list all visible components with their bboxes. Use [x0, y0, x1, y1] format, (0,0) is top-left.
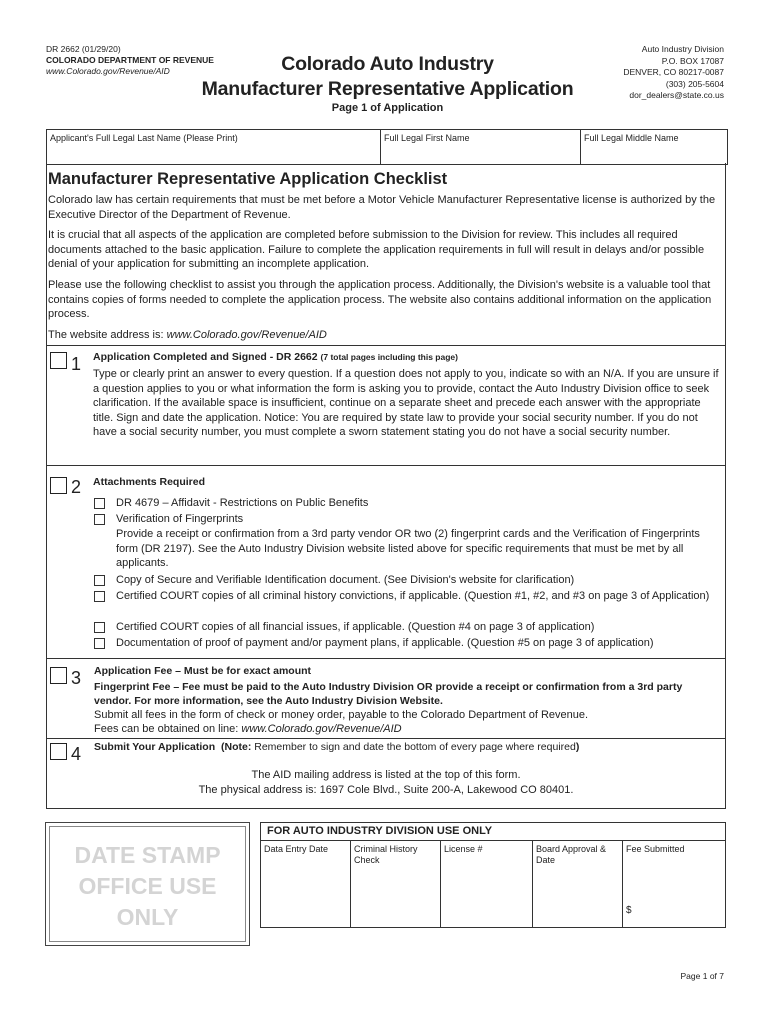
item-3-heading: Application Fee – Must be for exact amount [94, 665, 312, 677]
item-3-number: 3 [71, 668, 82, 688]
division-address: Auto Industry Division P.O. BOX 17087 DENVER, CO 80217-0087 (303) 205-5604 dor_dealers@state.co.us [623, 44, 724, 100]
criminal-history-field[interactable]: Criminal History Check [351, 841, 441, 927]
department-name: COLORADO DEPARTMENT OF REVENUE [46, 55, 214, 65]
divider [46, 738, 726, 739]
page-title: Colorado Auto Industry Manufacturer Representative Application [201, 53, 574, 100]
attachment-checkbox[interactable] [94, 638, 105, 649]
item-3-checkbox[interactable] [50, 667, 67, 684]
item-1-checkbox[interactable] [50, 352, 67, 369]
attachment-checkbox[interactable] [94, 498, 105, 509]
form-header-left [46, 44, 214, 77]
checklist-intro-2: It is crucial that all aspects of the application are completed before submission to the Division for review. This includes all required documents attached to the basic application. Failure to complete the application requirements in full will result in delays and/or possible denial of your application for submitting an incomplete application. [48, 229, 705, 271]
attachment-description: Provide a receipt or confirmation from a 3rd party vendor OR two (2) fingerprint cards and the Verification of Fingerprints form (DR 2197). See the Auto Industry Division website listed above for specific requirements that must be met by all applicants. [116, 528, 700, 570]
website-line: The website address is: www.Colorado.gov/Revenue/AID [48, 329, 327, 341]
divider [46, 465, 726, 466]
attachment-label: Certified COURT copies of all criminal history convictions, if applicable. (Question #1, #2, and #3 on page 3 of Application) [116, 590, 710, 602]
attachment-checkbox[interactable] [94, 591, 105, 602]
item-3-fingerprint-fee: Fingerprint Fee – Fee must be paid to the Auto Industry Division OR provide a receipt or confirmation from a 3rd party vendor. For more information, see the Auto Industry Division Website. [94, 681, 683, 707]
form-id: DR 2662 (01/29/20) [46, 44, 121, 54]
last-name-field[interactable]: Applicant's Full Legal Last Name (Please Print) [47, 130, 381, 164]
data-entry-date-field[interactable]: Data Entry Date [261, 841, 351, 927]
item-1-number: 1 [71, 354, 82, 374]
checklist-title: Manufacturer Representative Application Checklist [48, 170, 448, 188]
applicant-name-row [46, 129, 728, 165]
checklist-intro-3: Please use the following checklist to assist you through the application process. Additionally, the Division's website is a valuable tool that contains copies of forms needed to complete the application process. The website also contains additional information on the application process. [48, 279, 712, 321]
checklist-intro-1: Colorado law has certain requirements that must be met before a Motor Vehicle Manufacturer Representative license is authorized by the Executive Director of the Department of Revenue. [48, 194, 716, 221]
website-link[interactable]: www.Colorado.gov/Revenue/AID [46, 66, 170, 76]
office-use-table [260, 822, 726, 928]
license-number-field[interactable]: License # [441, 841, 533, 927]
office-use-heading: FOR AUTO INDUSTRY DIVISION USE ONLY [267, 825, 493, 837]
item-4-number: 4 [71, 744, 82, 764]
attachment-checkbox[interactable] [94, 622, 105, 633]
attachment-label: Copy of Secure and Verifiable Identification document. (See Division's website for clarification) [116, 574, 575, 586]
physical-address: The physical address is: 1697 Cole Blvd., Suite 200-A, Lakewood CO 80401. [198, 784, 574, 796]
item-1-text: Type or clearly print an answer to every question. If a question does not apply to you, indicate so with an N/A. If you are unsure if a question applies to you or what information the form is asking you to provide, contact the Auto Industry Division office to seek clarification. If the available space is insufficient, continue on a separate sheet and precede each answer with the appropriate title. Sign and date the application. Notice: You are required by state law to provide your social security number. If you do not have a social security number, you must complete a sworn statement stating you do not have a social security number. [93, 368, 719, 439]
item-4-heading: Submit Your Application (Note: Remember to sign and date the bottom of every page where required) [94, 741, 580, 753]
item-2-checkbox[interactable] [50, 477, 67, 494]
email-link[interactable]: dor_dealers@state.co.us [629, 90, 724, 100]
page-number: Page 1 of 7 [680, 971, 724, 981]
attachment-checkbox[interactable] [94, 514, 105, 525]
middle-name-field[interactable]: Full Legal Middle Name [584, 133, 679, 143]
item-2-heading: Attachments Required [93, 476, 206, 488]
item-2-number: 2 [71, 477, 82, 497]
date-stamp-label: DATE STAMP OFFICE USE ONLY [74, 842, 221, 930]
item-1-heading: Application Completed and Signed - DR 2662 (7 total pages including this page) [93, 351, 458, 363]
attachment-label: Verification of Fingerprints [116, 513, 244, 525]
divider [46, 658, 726, 659]
first-name-field[interactable]: Full Legal First Name [381, 130, 581, 164]
item-3-text: Submit all fees in the form of check or money order, payable to the Colorado Department of Revenue. [94, 709, 589, 721]
divider [46, 345, 726, 346]
fees-link[interactable]: www.Colorado.gov/Revenue/AID [241, 723, 402, 735]
mailing-address-note: The AID mailing address is listed at the top of this form. [251, 769, 521, 781]
item-3-fees-line: Fees can be obtained on line: www.Colorado.gov/Revenue/AID [94, 723, 402, 735]
attachment-label: Documentation of proof of payment and/or payment plans, if applicable. (Question #5 on page 3 of application) [116, 637, 654, 649]
attachment-label: Certified COURT copies of all financial issues, if applicable. (Question #4 on page 3 of application) [116, 621, 595, 633]
attachment-label: DR 4679 – Affidavit - Restrictions on Public Benefits [116, 497, 369, 509]
fee-submitted-field[interactable]: Fee Submitted $ [626, 844, 685, 916]
attachment-checkbox[interactable] [94, 575, 105, 586]
dollar-sign: $ [626, 905, 632, 916]
page-subtitle: Page 1 of Application [331, 102, 444, 114]
website-link[interactable]: www.Colorado.gov/Revenue/AID [166, 329, 327, 341]
item-4-checkbox[interactable] [50, 743, 67, 760]
board-approval-field[interactable]: Board Approval & Date [533, 841, 623, 927]
